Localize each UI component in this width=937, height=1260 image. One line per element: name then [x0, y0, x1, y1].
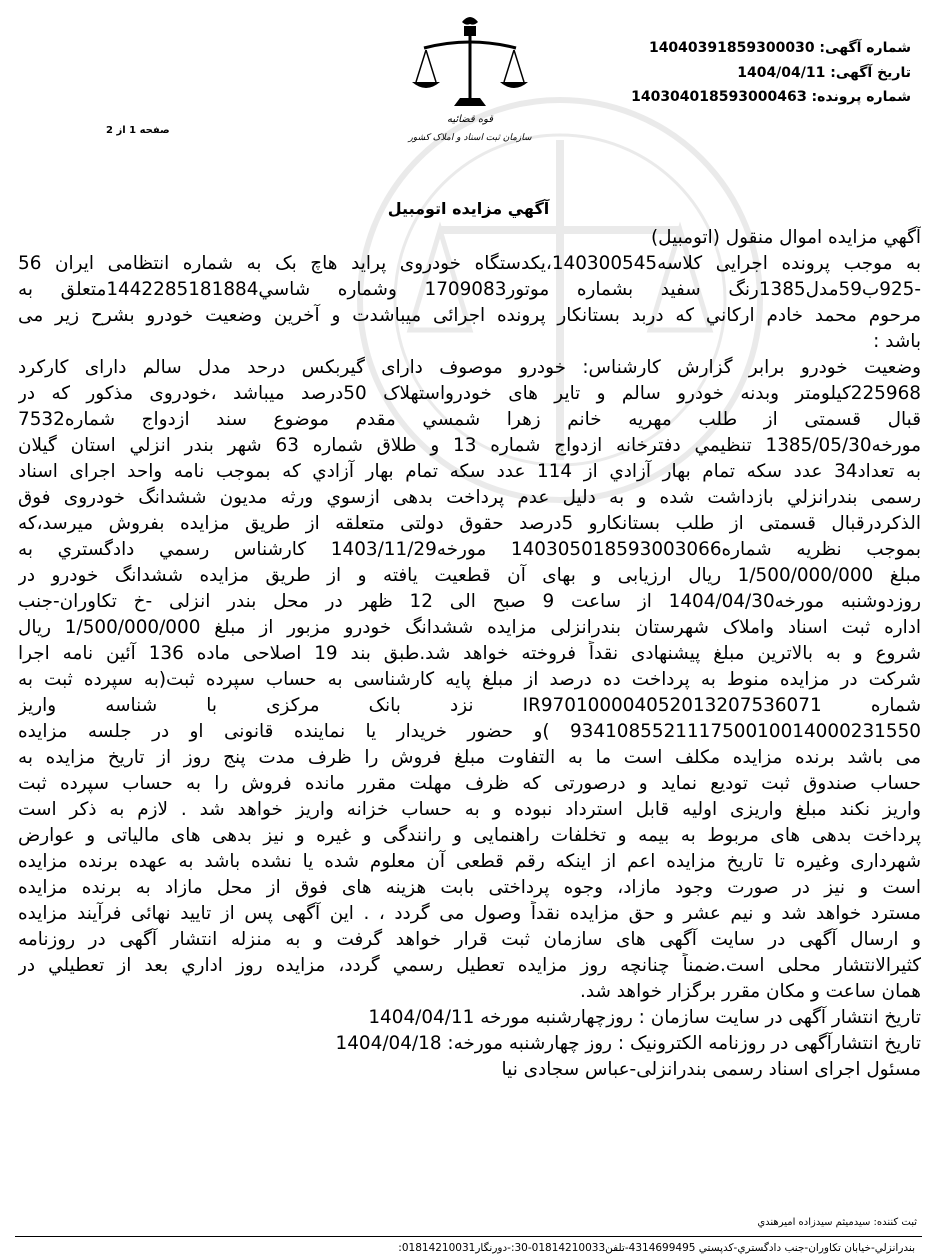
document-body [18, 225, 921, 1083]
body-line: است و نیز در صورت وجود مازاد، وجوه پرداختی بابت هزینه های فوق از محل مازاد به برنده مزایده [18, 877, 921, 898]
body-line: روزدوشنبه مورخه1404/04/30 از ساعت 9 صبح الی 12 ظهر در محل بندر انزلی -خ تکاوران-جنب [18, 591, 921, 612]
body-line: مرحوم محمد خادم ارکاني که دربد بستانکار پرونده اجرائی میباشدت و آخرین وضعیت خودرو بشرح زیر می [18, 305, 921, 326]
body-line: وضعیت خودرو برابر گزارش کارشناس: خودرو موصوف دارای گیربکس درحد مدل سالم دارای کارکرد [18, 357, 921, 378]
case-number: شماره پرونده: 14030401859300046З [631, 89, 911, 105]
judiciary-scales-emblem-icon [400, 10, 540, 150]
publication-site-date: تاریخ انتشار آگهی در سایت سازمان : روزچهارشنبه مورخه 1404/04/11 [368, 1007, 921, 1028]
publication-newspaper-date: تاریخ انتشارآگهی در روزنامه الکترونیک : روز چهارشنبه مورخه: 1404/04/18 [335, 1033, 921, 1054]
body-line: پرداخت بدهی های مربوط به بیمه و تخلفات راهنمایی و رانندگی و غیره و نیز بدهی های مالیاتی و عوارض [18, 825, 921, 846]
body-line: می باشد برنده مزایده مکلف است ما به التفاوت مبلغ فروش را ظرف مدت پنج روز از تاریخ مزایده به [18, 747, 921, 768]
body-line: به موجب پرونده اجرایی کلاسه140300545،یکدستگاه خودروی پراید هاچ بک به شماره انتظامی ایران 56 [18, 253, 921, 274]
body-line: شماره IR970100004052013207536071 نزد بانک مرکزی با شناسه واریز [18, 695, 921, 716]
body-line: آگهي مزايده اموال منقول (اتومبيل) [650, 227, 921, 248]
body-line: -925ب59مدل1385رنگ سفید بشماره موتور1709083 وشماره شاسي1442285181884متعلق به [18, 279, 921, 300]
body-line: مبلغ 1/500/000/000 ریال ارزیابی و بهای آن قطعیت یافته و از طریق مزایده ششدانگ خودرو در [18, 565, 921, 586]
body-line: مورخه1385/05/30 تنظیمي دفترخانه ازدواج شماره 13 و طلاق شماره 63 شهر بندر انزلي استان گیلان [18, 435, 921, 456]
ad-number: شماره آگهی: 14040391859300030 [648, 40, 911, 56]
body-line: باشد : [873, 331, 921, 352]
recorder-name: ثبت کننده: سیدمیثم سیدزاده امیرهندي [757, 1217, 917, 1228]
body-line: 225968کیلومتر وبدنه خودرو سالم و تایر های خودرواستهلاک 50درصد میباشد ،خودروی مذکور که در [18, 383, 921, 404]
body-line: شهرداری وغیره تا تاریخ مزایده اعم از اینکه رقم قطعی آن معلوم شده یا نشده باشد به عهده برنده مزایده [18, 851, 921, 872]
body-line: و ارسال آگهی در سایت آگهی های سازمان ثبت قرار خواهد گرفت و به منزله انتشار آگهی در روزنامه [18, 929, 921, 950]
page-number: صفحه 1 از 2 [106, 125, 170, 136]
body-line: شرکت در مزایده منوط به پرداخت ده درصد از مبلغ پایه کارشناسی به حساب سپرده ثبت(به سپرده ثبت به [18, 669, 921, 690]
body-line: شروع و به بالاترین مبلغ پیشنهادی نقداً فروخته خواهد شد.طبق بند 19 اصلاحی ماده 136 آئین نامه اجرا [18, 643, 921, 664]
document-title: آگهي مزايده اتومبيل [387, 199, 550, 218]
emblem-text-line2: سازمان ثبت اسناد و املاک کشور [408, 133, 532, 143]
body-line: اداره ثبت اسناد واملاک شهرستان بندرانزلی مزایده ششدانگ خودرو مزبور از مبلغ 1/500/000/000 ریال [18, 617, 921, 638]
emblem-text-line1: قوه قضائیه [446, 114, 494, 125]
body-line: رسمی بندرانزلي بازداشت شده و به دلیل عدم پرداخت بدهی ازسوي ورثه مدیون ششدانگ خودروی فوق [18, 487, 921, 508]
body-line: به تعداد34 عدد سکه تمام بهار آزادي از 114 عدد سکه تمام بهار آزادي که بموجب نامه واحد اجرای اسناد [18, 461, 921, 482]
body-line: الذکردرقبال قسمتی از طلب بستانکارو 5درصد حقوق دولتی متعلقه از طریق مزایده بفروش میرسد،که [18, 513, 921, 534]
body-line: کثیرالانتشار محلی است.ضمناً چنانچه روز مزایده تعطیل رسمي گردد، مزایده روز اداري بعد از تعطیلي در [18, 955, 921, 976]
body-line: بموجب نظریه شماره140305018593003066 مورخه1403/11/29 کارشناس رسمي دادگستري به [18, 539, 921, 560]
body-line: واریز نکند مبلغ واریزی اولیه قابل استرداد نبوده و به حساب خزانه واریز خواهد شد . لازم به ذکر است [18, 799, 921, 820]
responsible-officer: مسئول اجرای اسناد رسمی بندرانزلی-عباس سجادی نیا [501, 1059, 921, 1080]
footer-divider [15, 1236, 922, 1237]
ad-date: تاریخ آگهی: 1404/04/11 [737, 65, 911, 81]
footer-address: بندرانزلي-خيابان تكاوران-جنب دادگستري-كدپستي 4314699495-تلفن01814210033-30:-دورنگار01814210031: [398, 1242, 915, 1254]
body-line: 934108552111750010014000231550 )و حضور خریدار یا نماینده قانونی او در جلسه مزایده [18, 721, 921, 742]
body-line: همان ساعت و مکان مقرر برگزار خواهد شد. [580, 981, 921, 1002]
body-line: قبال قسمتی از طلب مهریه خانم زهرا شمسي مقدم موضوع سند ازدواج شماره7532 [18, 409, 921, 430]
body-line: مسترد خواهد شد و نیم عشر و حق مزایده نقداً وصول می گردد ، . این آگهی پس از تایید نهائی فرآیند مزایده [18, 903, 921, 924]
body-line: حساب صندوق ثبت تودیع نماید و درصورتی که ظرف مهلت مقرر مانده فروش را به حساب سپرده ثبت [18, 773, 921, 794]
